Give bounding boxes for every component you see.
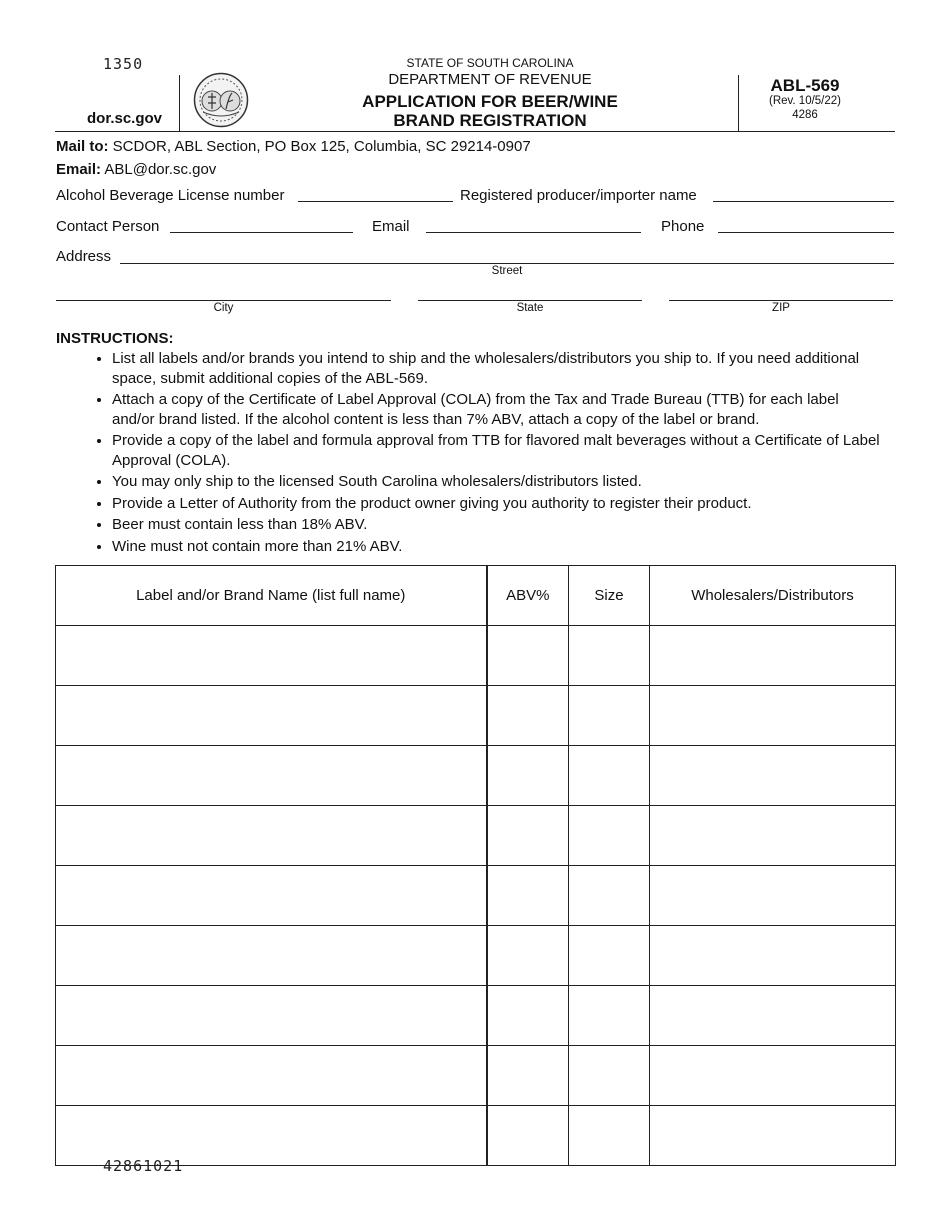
form-title-line2: BRAND REGISTRATION — [393, 111, 587, 130]
column-header-abv: ABV% — [487, 566, 569, 626]
zip-caption: ZIP — [772, 302, 790, 314]
table-row — [56, 926, 896, 986]
brand-name-cell[interactable] — [56, 866, 487, 926]
wholesalers-cell[interactable] — [650, 806, 896, 866]
abv-cell[interactable] — [487, 746, 569, 806]
size-cell[interactable] — [569, 806, 650, 866]
wholesalers-cell[interactable] — [650, 626, 896, 686]
instructions-heading: INSTRUCTIONS: — [56, 330, 174, 347]
address-label: Address — [56, 248, 112, 265]
state-seal-icon — [193, 72, 249, 128]
instruction-item: • You may only ship to the licensed South Carolina wholesalers/distributors listed. — [112, 472, 882, 492]
street-field[interactable] — [120, 263, 894, 264]
wholesalers-cell[interactable] — [650, 1106, 896, 1166]
contact-person-label: Contact Person — [56, 218, 160, 235]
contact-person-field[interactable] — [170, 232, 353, 233]
phone-field[interactable] — [718, 232, 894, 233]
size-cell[interactable] — [569, 926, 650, 986]
brand-name-cell[interactable] — [56, 686, 487, 746]
table-row — [56, 746, 896, 806]
mail-to-line — [56, 138, 531, 155]
instruction-item: • List all labels and/or brands you intend to ship and the wholesalers/distributors you ship to. If you need additional space, submit additional copies of the ABL-569. — [112, 349, 882, 388]
instructions-list — [93, 349, 882, 558]
form-code: 4286 — [792, 109, 818, 121]
wholesalers-cell[interactable] — [650, 1046, 896, 1106]
form-scan-code: 1350 — [103, 55, 144, 73]
form-revision: (Rev. 10/5/22) — [768, 95, 841, 107]
size-cell[interactable] — [569, 686, 650, 746]
zip-field[interactable] — [669, 300, 893, 301]
table-row — [56, 626, 896, 686]
table-row — [56, 686, 896, 746]
size-cell[interactable] — [569, 1046, 650, 1106]
department-name: DEPARTMENT OF REVENUE — [388, 71, 592, 88]
wholesalers-cell[interactable] — [650, 866, 896, 926]
abv-cell[interactable] — [487, 806, 569, 866]
form-title-line1: APPLICATION FOR BEER/WINE — [362, 92, 618, 111]
brand-registration-table — [55, 565, 896, 1166]
table-row — [56, 806, 896, 866]
license-number-label: Alcohol Beverage License number — [56, 187, 285, 204]
column-header-brand-name: Label and/or Brand Name (list full name) — [56, 566, 487, 626]
abv-cell[interactable] — [487, 1046, 569, 1106]
phone-label: Phone — [661, 218, 705, 235]
email-field[interactable] — [426, 232, 641, 233]
state-caption: State — [516, 302, 544, 314]
size-cell[interactable] — [569, 1106, 650, 1166]
abv-cell[interactable] — [487, 986, 569, 1046]
wholesalers-cell[interactable] — [650, 686, 896, 746]
mail-to-label: Mail to: — [56, 138, 109, 155]
email-field-label: Email — [372, 218, 410, 235]
abv-cell[interactable] — [487, 1106, 569, 1166]
table-header-row — [56, 566, 896, 626]
brand-name-cell[interactable] — [56, 746, 487, 806]
website-text: dor.sc.gov — [87, 110, 163, 127]
brand-name-cell[interactable] — [56, 626, 487, 686]
column-header-wholesalers: Wholesalers/Distributors — [650, 566, 896, 626]
instruction-item: • Beer must contain less than 18% ABV. — [112, 515, 882, 535]
abv-cell[interactable] — [487, 686, 569, 746]
abv-cell[interactable] — [487, 926, 569, 986]
wholesalers-cell[interactable] — [650, 746, 896, 806]
instruction-item: • Wine must not contain more than 21% ABV. — [112, 537, 882, 557]
table-row — [56, 986, 896, 1046]
brand-name-cell[interactable] — [56, 806, 487, 866]
wholesalers-cell[interactable] — [650, 926, 896, 986]
table-row — [56, 1046, 896, 1106]
column-header-size: Size — [569, 566, 650, 626]
table-row — [56, 866, 896, 926]
size-cell[interactable] — [569, 746, 650, 806]
footer-scan-code: 42861021 — [103, 1157, 184, 1175]
instruction-item: • Provide a copy of the label and formula approval from TTB for flavored malt beverages without a Certificate of Label Approval (COLA). — [112, 431, 882, 470]
size-cell[interactable] — [569, 986, 650, 1046]
mail-to-address: SCDOR, ABL Section, PO Box 125, Columbia, SC 29214-0907 — [112, 138, 531, 155]
email-contact-label: Email: — [56, 161, 102, 178]
license-number-field[interactable] — [298, 201, 453, 202]
header-divider-left — [179, 75, 180, 131]
producer-name-field[interactable] — [713, 201, 894, 202]
instruction-item: • Attach a copy of the Certificate of Label Approval (COLA) from the Tax and Trade Bureau (TTB) for each label and/or brand listed. If the alcohol content is less than 7% ABV, attach a copy of the label or brand. — [112, 390, 882, 429]
wholesalers-cell[interactable] — [650, 986, 896, 1046]
city-field[interactable] — [56, 300, 391, 301]
email-line — [56, 161, 216, 178]
instruction-item: • Provide a Letter of Authority from the product owner giving you authority to register their product. — [112, 494, 882, 514]
size-cell[interactable] — [569, 866, 650, 926]
brand-name-cell[interactable] — [56, 986, 487, 1046]
brand-name-cell[interactable] — [56, 926, 487, 986]
abv-cell[interactable] — [487, 866, 569, 926]
header-divider-right — [738, 75, 739, 131]
city-caption: City — [213, 302, 234, 314]
brand-name-cell[interactable] — [56, 1046, 487, 1106]
size-cell[interactable] — [569, 626, 650, 686]
email-contact-value: ABL@dor.sc.gov — [104, 161, 217, 178]
abv-cell[interactable] — [487, 626, 569, 686]
form-number: ABL-569 — [770, 76, 840, 95]
state-name: STATE OF SOUTH CAROLINA — [406, 56, 574, 70]
header-rule — [55, 131, 895, 132]
state-field[interactable] — [418, 300, 642, 301]
producer-name-label: Registered producer/importer name — [460, 187, 697, 204]
street-caption: Street — [491, 265, 523, 277]
